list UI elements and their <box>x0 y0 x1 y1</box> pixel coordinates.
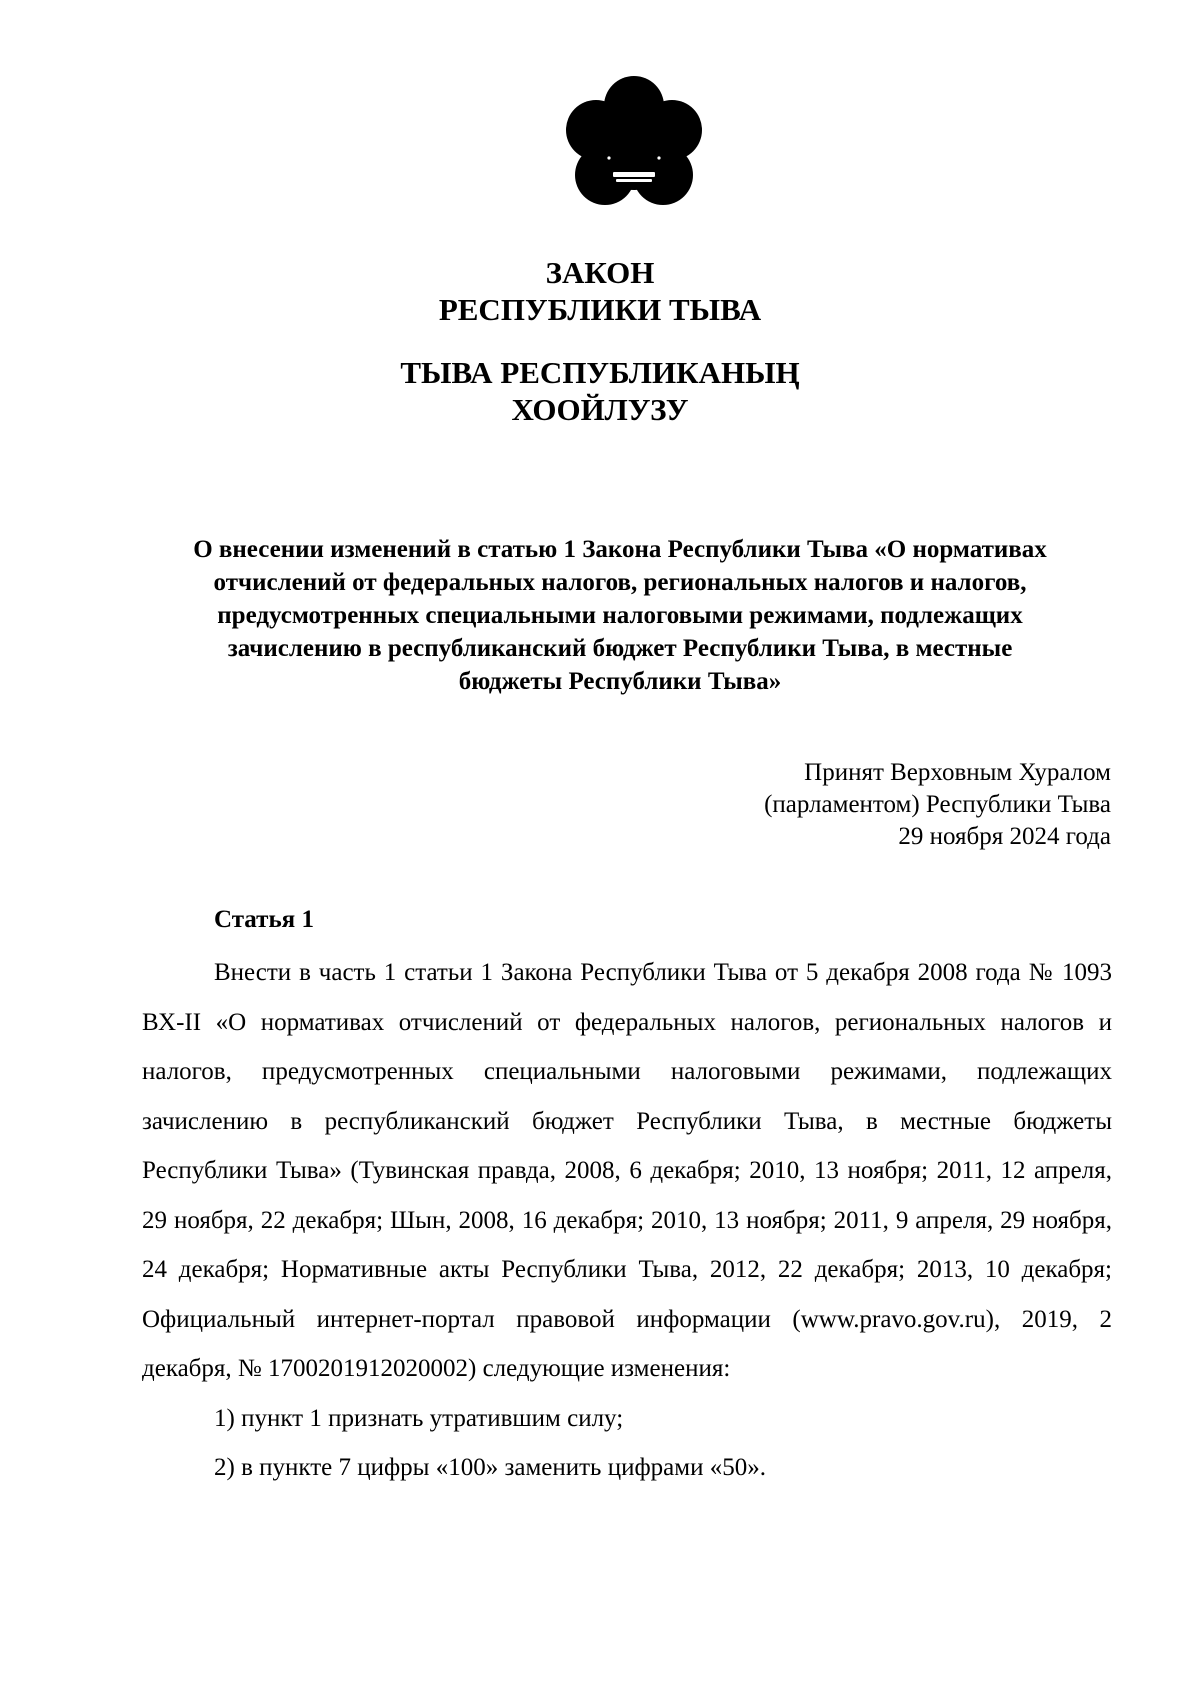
article-paragraph: Внести в часть 1 статьи 1 Закона Республики Тыва от 5 декабря 2008 года № 1093 ВХ-II «О нормативах отчислений от федеральных налогов, региональных налогов и налогов, предусмотренных специальными налоговыми режимами, подлежащих зачислению в республиканский бюджет Республики Тыва, в местные бюджеты Республики Тыва» (Тувинская правда, 2008, 6 декабря; 2010, 13 ноября; 2011, 12 апреля, 29 ноября, 22 декабря; Шын, 2008, 16 декабря; 2010, 13 ноября; 2011, 9 апреля, 29 ноября, 24 декабря; Нормативные акты Республики Тыва, 2012, 22 декабря; 2013, 10 декабря; Официальный интернет-портал правовой информации (www.pravo.gov.ru), 2019, 2 декабря, № 1700201912020002) следующие изменения: <box>142 959 1112 1382</box>
coat-of-arms-icon <box>561 72 707 218</box>
adoption-note <box>764 757 1111 853</box>
adoption-line: Принят Верховным Хуралом <box>804 759 1111 786</box>
title-ru-line2: РЕСПУБЛИКИ ТЫВА <box>438 292 762 327</box>
article-item: 2) в пункте 7 цифры «100» заменить цифрами «50». <box>214 1454 766 1481</box>
law-name-line: отчислений от федеральных налогов, региональных налогов и налогов, <box>213 569 1027 596</box>
law-name-line: предусмотренных специальными налоговыми режимами, подлежащих <box>217 602 1023 629</box>
law-name-line: зачислению в республиканский бюджет Республики Тыва, в местные <box>227 635 1013 662</box>
title-russian <box>0 254 1200 328</box>
adoption-line: (парламентом) Республики Тыва <box>764 791 1111 818</box>
article-body <box>142 948 1112 1493</box>
title-ru-line1: ЗАКОН <box>545 255 655 290</box>
law-name <box>130 533 1110 698</box>
law-name-line: О внесении изменений в статью 1 Закона Республики Тыва «О нормативах <box>193 536 1047 563</box>
title-tyv-line1: ТЫВА РЕСПУБЛИКАНЫҢ <box>400 355 800 390</box>
title-tuvan <box>0 354 1200 428</box>
title-tyv-line2: ХООЙЛУЗУ <box>511 392 689 427</box>
law-name-line: бюджеты Республики Тыва» <box>458 668 782 695</box>
article-heading: Статья 1 <box>214 906 314 933</box>
article-item: 1) пункт 1 признать утратившим силу; <box>214 1404 624 1432</box>
adoption-date: 29 ноября 2024 года <box>898 823 1111 850</box>
